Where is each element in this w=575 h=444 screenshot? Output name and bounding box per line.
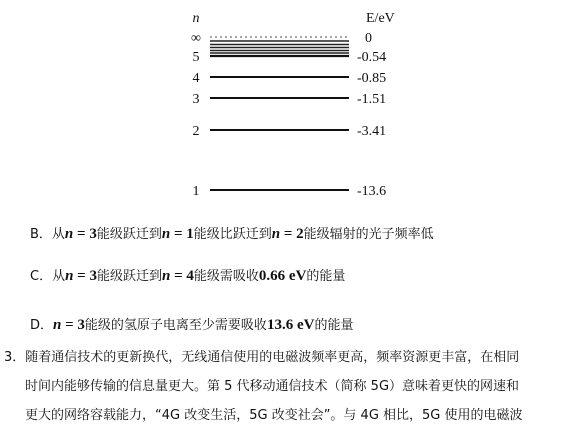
question-3 <box>4 343 570 430</box>
option-d-text-1: 能级的氢原子电离至少需要吸收 <box>84 318 267 333</box>
level-n-label: ∞ <box>191 31 201 46</box>
option-c <box>30 266 345 287</box>
level-n-label: 4 <box>192 71 200 86</box>
level-energy-label: -0.85 <box>357 71 387 86</box>
option-b <box>30 224 434 245</box>
level-n-label: 3 <box>192 92 200 107</box>
option-b-n-final: n = 1 <box>161 226 194 242</box>
option-c-text-1: 能级跃迁到 <box>96 269 162 284</box>
option-c-text-2: 能级需吸收 <box>193 269 259 284</box>
option-d-label: D． <box>30 318 54 333</box>
option-b-n-compare: n = 2 <box>271 226 304 242</box>
level-energy-label: -1.51 <box>357 92 387 107</box>
option-b-text-3: 能级辐射的光子频率低 <box>303 227 434 242</box>
option-b-n-initial: n = 3 <box>64 226 97 242</box>
question-line-2: 时间内能够传输的信息量更大。第 5 代移动通信技术（简称 5G）意味着更快的网速和 <box>25 379 520 394</box>
n-header: n <box>192 11 200 26</box>
level-n-label: 2 <box>192 124 200 139</box>
option-c-n-initial: n = 3 <box>65 268 97 284</box>
level-energy-label: -3.41 <box>357 124 387 139</box>
option-c-n-final: n = 4 <box>162 268 194 284</box>
energy-levels <box>191 31 386 199</box>
option-d <box>30 315 353 336</box>
level-n-label: 1 <box>192 184 200 199</box>
level-n-label: 5 <box>192 50 200 65</box>
option-d-energy: 13.6 eV <box>266 317 315 333</box>
level-energy-label: -0.54 <box>357 50 387 65</box>
option-b-text-1: 能级跃迁到 <box>96 227 162 242</box>
question-line-3: 更大的网络容载能力，“4G 改变生活，5G 改变社会”。与 4G 相比，5G 使用的电磁波 <box>25 408 523 423</box>
option-b-text-2: 能级比跃迁到 <box>193 227 272 242</box>
energy-level-diagram <box>0 0 575 205</box>
question-line-1: 3．随着通信技术的更新换代，无线通信使用的电磁波频率更高，频率资源更丰富，在相同 <box>4 350 520 365</box>
energy-header: E/eV <box>366 11 395 26</box>
option-c-energy: 0.66 eV <box>258 268 307 284</box>
option-c-label: C．从 <box>30 269 66 284</box>
option-d-text-2: 的能量 <box>314 318 354 333</box>
option-b-label: B．从 <box>30 227 65 242</box>
option-c-text-3: 的能量 <box>306 269 346 284</box>
option-d-n: n = 3 <box>53 317 85 333</box>
level-energy-label: -13.6 <box>357 184 387 199</box>
dense-level-lines <box>210 41 349 53</box>
level-energy-label: 0 <box>365 31 372 46</box>
